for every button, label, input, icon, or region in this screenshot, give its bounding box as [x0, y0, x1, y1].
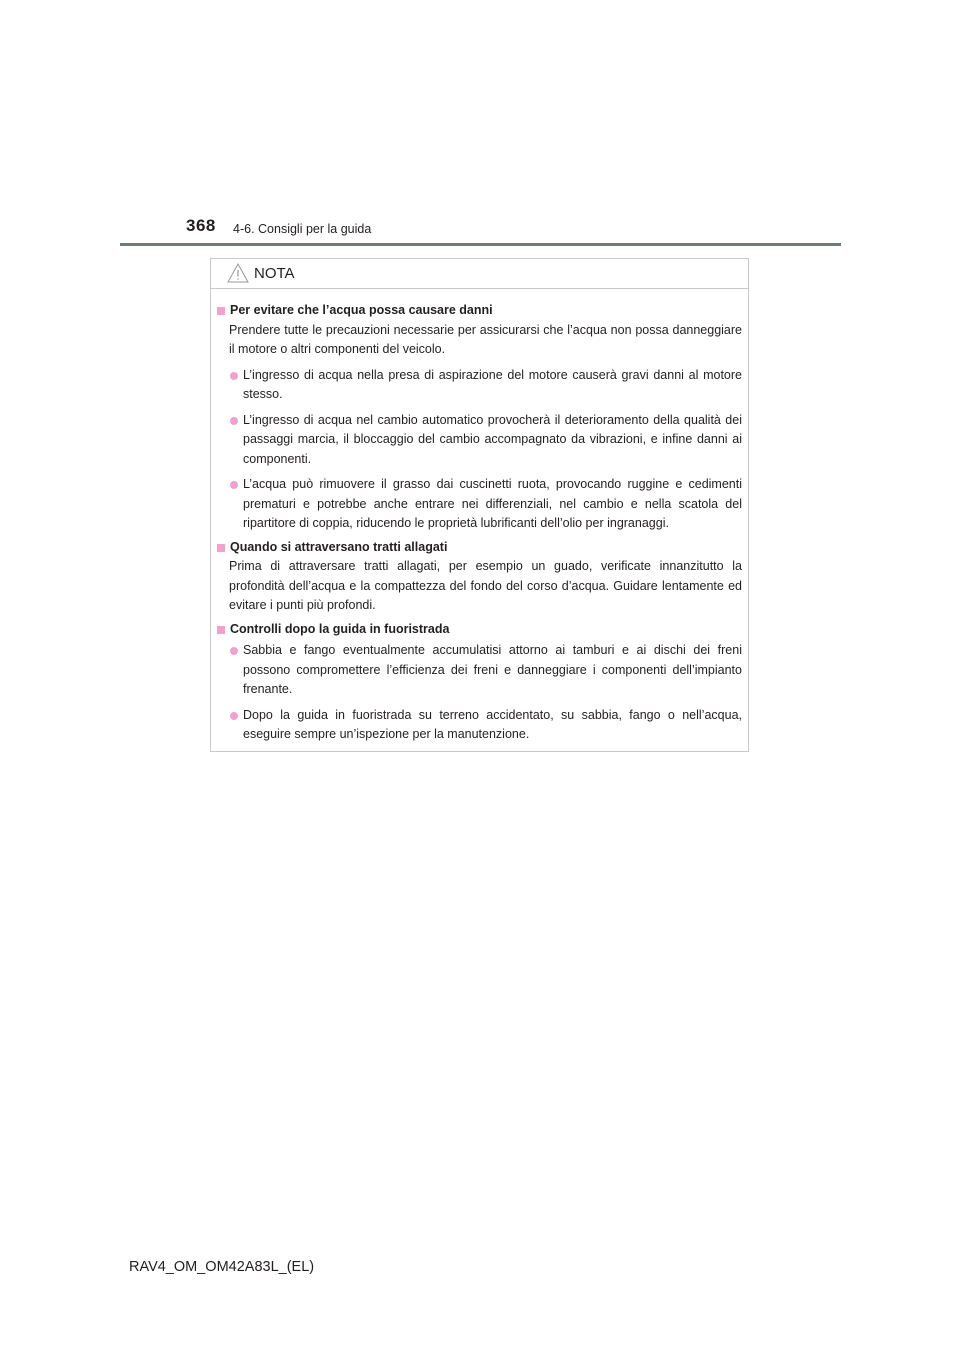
note-section: [217, 301, 742, 534]
section-heading: Per evitare che l’acqua possa causare danni: [230, 303, 493, 317]
section-heading: Controlli dopo la guida in fuoristrada: [230, 621, 450, 636]
dot-bullet-icon: [230, 712, 238, 720]
dot-bullet-icon: [230, 481, 238, 489]
page-number: 368: [186, 216, 216, 235]
note-section: [217, 620, 742, 745]
section-heading: Quando si attraversano tratti allagati: [230, 539, 448, 554]
list-item: [230, 411, 742, 470]
list-item-text: Dopo la guida in fuoristrada su terreno accidentato, su sabbia, fango o nell’acqua, eseguire sempre un’ispezione per la manutenzione.: [243, 707, 742, 741]
list-item: [230, 641, 742, 700]
header-rule: [120, 243, 841, 246]
note-section: [217, 538, 742, 616]
section-intro: Prima di attraversare tratti allagati, per esempio un guado, verificate innanzitutto la profondità dell’acqua e la compattezza del fondo del corso d’acqua. Guidare lentamente ed evitare i punti più profondi.: [229, 559, 742, 612]
note-label: NOTA: [254, 265, 295, 282]
list-item-text: L’ingresso di acqua nella presa di aspirazione del motore causerà gravi danni al motore stesso.: [243, 367, 742, 401]
square-bullet-icon: [217, 307, 225, 315]
section-title: 4-6. Consigli per la guida: [233, 222, 372, 236]
dot-bullet-icon: [230, 417, 238, 425]
note-box: [210, 258, 749, 752]
dot-bullet-icon: [230, 372, 238, 380]
square-bullet-icon: [217, 544, 225, 552]
list-item: [230, 475, 742, 534]
list-item-text: L’ingresso di acqua nel cambio automatico provocherà il deterioramento della qualità dei passaggi marcia, il bloccaggio del cambio accompagnato da vibrazioni, e infine danni ai componenti.: [243, 412, 742, 466]
list-item-text: L’acqua può rimuovere il grasso dai cuscinetti ruota, provocando ruggine e cedimenti prematuri e potrebbe anche entrare nei differenziali, nel cambio e nella scatola del ripartitore di coppia, riducendo le proprietà lubrificanti dell’olio per ingranaggi.: [243, 477, 742, 530]
section-intro: Prendere tutte le precauzioni necessarie per assicurarsi che l’acqua non possa danneggiare il motore o altri componenti del veicolo.: [229, 322, 742, 356]
note-header: [211, 259, 748, 289]
list-item: [230, 366, 742, 405]
list-item-text: Sabbia e fango eventualmente accumulatisi attorno ai tamburi e ai dischi dei freni possono compromettere l’efficienza dei freni e danneggiare i componenti dell’impianto frenante.: [243, 643, 742, 696]
note-body: [211, 289, 748, 745]
document-code: RAV4_OM_OM42A83L_(EL): [129, 1259, 315, 1275]
list-item: [230, 706, 742, 745]
dot-bullet-icon: [230, 647, 238, 655]
warning-triangle-icon: [227, 263, 249, 283]
square-bullet-icon: [217, 626, 225, 634]
